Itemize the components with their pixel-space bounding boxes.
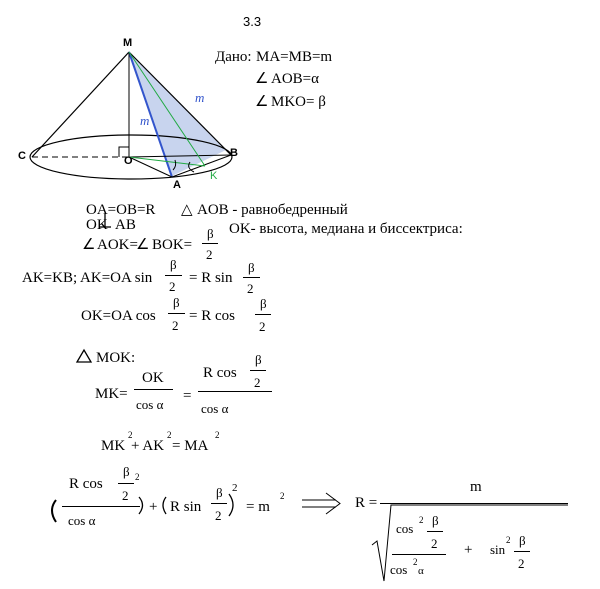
mk-den: cos α	[136, 397, 164, 412]
frac-two: 2	[254, 375, 261, 390]
sup-2: 2	[128, 430, 133, 440]
pyth-eq: = MA	[172, 438, 209, 454]
pyth-mk: MK	[101, 438, 126, 454]
frac-beta: β	[173, 295, 180, 310]
frac-beta: β	[432, 513, 439, 528]
frac-beta: β	[260, 296, 267, 311]
sup-2: 2	[135, 472, 140, 482]
fraction-bar	[211, 503, 227, 504]
label-m-left: m	[140, 113, 150, 128]
left-paren-2-icon	[163, 497, 166, 514]
frac-beta: β	[123, 464, 130, 479]
label-a: A	[173, 179, 181, 191]
fraction-bar	[255, 314, 271, 315]
r-num: m	[470, 479, 482, 495]
left-paren-icon	[52, 500, 56, 522]
frac-two: 2	[206, 247, 213, 262]
fraction-bar	[118, 483, 134, 484]
implies-arrow-icon	[302, 493, 340, 514]
fraction-bar	[165, 275, 182, 276]
angle-icon: ∠	[255, 71, 269, 87]
frac-two: 2	[215, 508, 222, 523]
label-m: M	[123, 37, 133, 49]
angle-icon: ∠	[136, 237, 150, 253]
frac-beta: β	[216, 485, 223, 500]
fraction-bar	[250, 370, 266, 371]
label-b: B	[230, 147, 238, 159]
equals: =	[183, 388, 192, 404]
big-den: cos α	[68, 513, 96, 528]
ak-line-b: = R sin	[189, 270, 233, 286]
label-k: K	[210, 170, 218, 182]
fraction-bar	[202, 243, 218, 244]
frac-two: 2	[247, 281, 254, 296]
cos-text: cos	[396, 521, 414, 536]
big-plus: +	[149, 499, 158, 515]
cos2a-text: cos	[390, 562, 408, 577]
sup-2: 2	[167, 430, 172, 440]
generatrix-mc	[32, 52, 129, 157]
fraction-bar	[427, 531, 443, 532]
frac-beta: β	[207, 226, 214, 241]
fraction-bar	[134, 389, 173, 390]
sin-text: sin	[490, 542, 506, 557]
frac-beta: β	[255, 352, 262, 367]
eq-m2: = m	[246, 499, 270, 515]
sup-2: 2	[419, 515, 424, 525]
ak-line-a: AK=KB; AK=OA sin	[22, 270, 153, 286]
fraction-bar	[168, 313, 185, 314]
fraction-bar	[380, 503, 568, 504]
pyth-plus: + AK	[131, 438, 165, 454]
plus-text: +	[464, 542, 473, 558]
given-label: Дано:	[215, 49, 252, 65]
fraction-bar	[514, 551, 530, 552]
label-m-right: m	[195, 90, 205, 105]
right-paren-2-icon	[229, 494, 233, 516]
frac-two: 2	[431, 536, 438, 551]
mk-num: OK	[142, 370, 164, 386]
mok-label: MOK:	[96, 350, 136, 366]
problem-number: 3.3	[243, 14, 262, 29]
label-c: C	[18, 150, 26, 162]
angle-icon: ∠	[255, 94, 269, 110]
triangle-icon: △	[181, 202, 193, 218]
given-line3: MKO= β	[271, 94, 326, 110]
frac-two: 2	[518, 556, 525, 571]
frac-beta: β	[519, 533, 526, 548]
frac-two: 2	[122, 488, 129, 503]
frac-two: 2	[172, 318, 179, 333]
alpha-text: α	[418, 565, 424, 577]
frac-two: 2	[169, 279, 176, 294]
mk-lhs: MK=	[95, 386, 128, 402]
fraction-bar	[243, 277, 260, 278]
given-line2: AOB=α	[271, 71, 319, 87]
rcos: R cos	[203, 365, 237, 381]
triangle-icon	[77, 350, 91, 362]
ok-line-b: = R cos	[189, 308, 235, 324]
big-rsin: R sin	[170, 499, 202, 515]
sup-2: 2	[215, 430, 220, 440]
label-o: O	[124, 155, 133, 167]
ok-line-a: OK=OA cos	[81, 308, 156, 324]
sup-2: 2	[413, 557, 418, 567]
frac-two: 2	[259, 319, 266, 334]
solution-l1b: AOB - равнобедренный	[197, 202, 348, 218]
angle-icon: ∠	[82, 237, 96, 253]
solution-l2c: OK- высота, медиана и биссектриса:	[229, 221, 463, 237]
solution-l3a: AOK=	[97, 237, 138, 253]
sup-2: 2	[232, 482, 238, 494]
solution-l3b: BOK=	[152, 237, 193, 253]
sup-2: 2	[280, 491, 285, 501]
solution-l1a: OA=OB=R	[86, 202, 156, 218]
big-rcos: R cos	[69, 476, 103, 492]
solution-l2b: AB	[115, 217, 136, 233]
sup-2: 2	[506, 535, 511, 545]
r-eq: R =	[355, 495, 378, 511]
frac-beta: β	[170, 257, 177, 272]
mk-den2: cos α	[201, 401, 229, 416]
given-line1: MA=MB=m	[256, 49, 333, 65]
fraction-bar	[62, 506, 140, 507]
solution-l2a: OK	[86, 217, 108, 233]
frac-beta: β	[248, 260, 255, 275]
fraction-bar	[392, 554, 446, 555]
fraction-bar	[198, 391, 272, 392]
